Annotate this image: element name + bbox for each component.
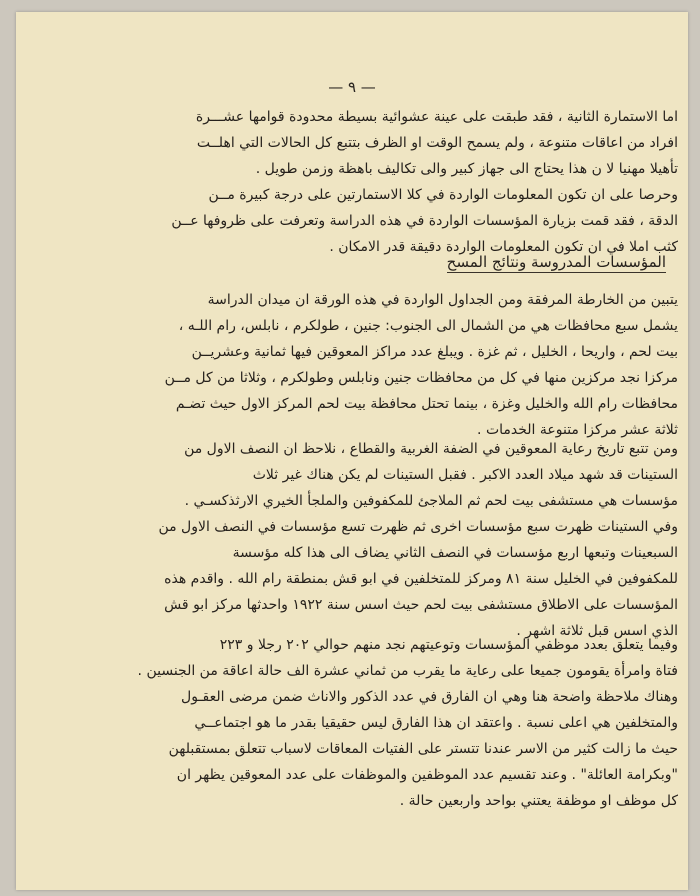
text-line: وفي الستينات ظهرت سبع مؤسسات اخرى ثم ظهرت تسع مؤسسات في النصف الاول من — [158, 519, 678, 535]
text-line: الدقة ، فقد قمت بزيارة المؤسسات الواردة في هذه الدراسة وتعرفت على ظروفها عــن — [171, 213, 678, 229]
text-line: الذي اسس قبل ثلاثة اشهر . — [516, 623, 678, 639]
paragraph-second-questionnaire — [88, 104, 678, 182]
text-line: السبعينات وتبعها اربع مؤسسات في النصف الثاني يضاف الى هذا كله مؤسسة — [232, 545, 678, 561]
text-line: اما الاستمارة الثانية ، فقد طبقت على عينة عشوائية بسيطة محدودة قوامها عشـــرة — [195, 109, 678, 125]
document-page — [16, 12, 688, 890]
text-line: تأهيلا مهنيا لا ن هذا يحتاج الى جهاز كبير والى تكاليف باهظة وزمن طويل . — [255, 161, 678, 177]
page-number: — ٩ — — [328, 78, 376, 96]
text-line: فتاة وامرأة يقومون جميعا على رعاية ما يقرب من ثماني عشرة الف حالة اعاقة من الجنسين . — [137, 663, 678, 679]
text-line: ومن تتبع تاريخ رعاية المعوقين في الضفة الغربية والقطاع ، نلاحظ ان النصف الاول من — [184, 441, 678, 457]
text-line: يشمل سبع محافظات هي من الشمال الى الجنوب: جنين ، طولكرم ، نابلس، رام اللـه ، — [178, 318, 678, 334]
text-line: محافظات رام الله والخليل وغزة ، بينما تحتل محافظة بيت لحم المركز الاول حيث تضـم — [175, 396, 678, 412]
section-heading: المؤسسات المدروسة ونتائج المسح — [446, 253, 666, 271]
text-line: وفيما يتعلق بعدد موظفي المؤسسات وتوعيتهم نجد منهم حوالي ٢٠٢ رجلا و ٢٢٣ — [219, 637, 678, 653]
text-line: كل موظف او موظفة يعتني بواحد واربعين حالة . — [399, 793, 678, 809]
text-line: مؤسسات هي مستشفى بيت لحم ثم الملاجئ للمكفوفين والملجأ الخيري الارثذكسـي . — [184, 493, 678, 509]
text-line: وحرصا على ان تكون المعلومات الواردة في كلا الاستمارتين على درجة كبيرة مــن — [208, 187, 678, 203]
paragraph-study-field — [88, 287, 678, 443]
text-line: وهناك ملاحظة واضحة هنا وهي ان الفارق في عدد الذكور والاناث ضمن مرضى العقـول — [181, 689, 678, 705]
paragraph-accuracy — [88, 182, 678, 260]
text-line: بيت لحم ، واريحا ، الخليل ، ثم غزة . ويبلغ عدد مراكز المعوقين فيها ثمانية وعشريــن — [191, 344, 678, 360]
text-line: كثب املا في ان تكون المعلومات الواردة دقيقة قدر الامكان . — [329, 239, 678, 255]
text-line: الستينات قد شهد ميلاد العدد الاكبر . فقبل الستينات لم يكن هناك غير ثلاث — [252, 467, 678, 483]
text-line: "وبكرامة العائلة" . وعند تقسيم عدد الموظفين والموظفات على عدد المعوقين يظهر ان — [176, 767, 678, 783]
text-line: يتبين من الخارطة المرفقة ومن الجداول الواردة في هذه الورقة ان ميدان الدراسة — [207, 292, 678, 308]
text-line: افراد من اعاقات متنوعة ، ولم يسمح الوقت او الظرف بتتبع كل الحالات التي اهلــت — [196, 135, 678, 151]
text-line: مركزا نجد مركزين منها في كل من محافظات جنين ونابلس وطولكرم ، وثلاثا من كل مــن — [164, 370, 678, 386]
text-line: حيث ما زالت كثير من الاسر عندنا تتستر على الفتيات المعاقات لاسباب تتعلق بمستقبلهن — [168, 741, 678, 757]
text-line: والمتخلفين هي اعلى نسبة . واعتقد ان هذا الفارق ليس حقيقيا بقدر ما هو اجتماعــي — [194, 715, 678, 731]
text-line: ثلاثة عشر مركزا متنوعة الخدمات . — [477, 422, 678, 438]
text-line: المؤسسات على الاطلاق مستشفى بيت لحم حيث اسس سنة ١٩٢٢ واحدثها مركز ابو قش — [164, 597, 678, 613]
text-line: للمكفوفين في الخليل سنة ٨١ ومركز للمتخلفين في ابو قش بمنطقة رام الله . واقدم هذه — [164, 571, 678, 587]
paragraph-staff — [88, 632, 678, 814]
paragraph-history — [88, 436, 678, 644]
